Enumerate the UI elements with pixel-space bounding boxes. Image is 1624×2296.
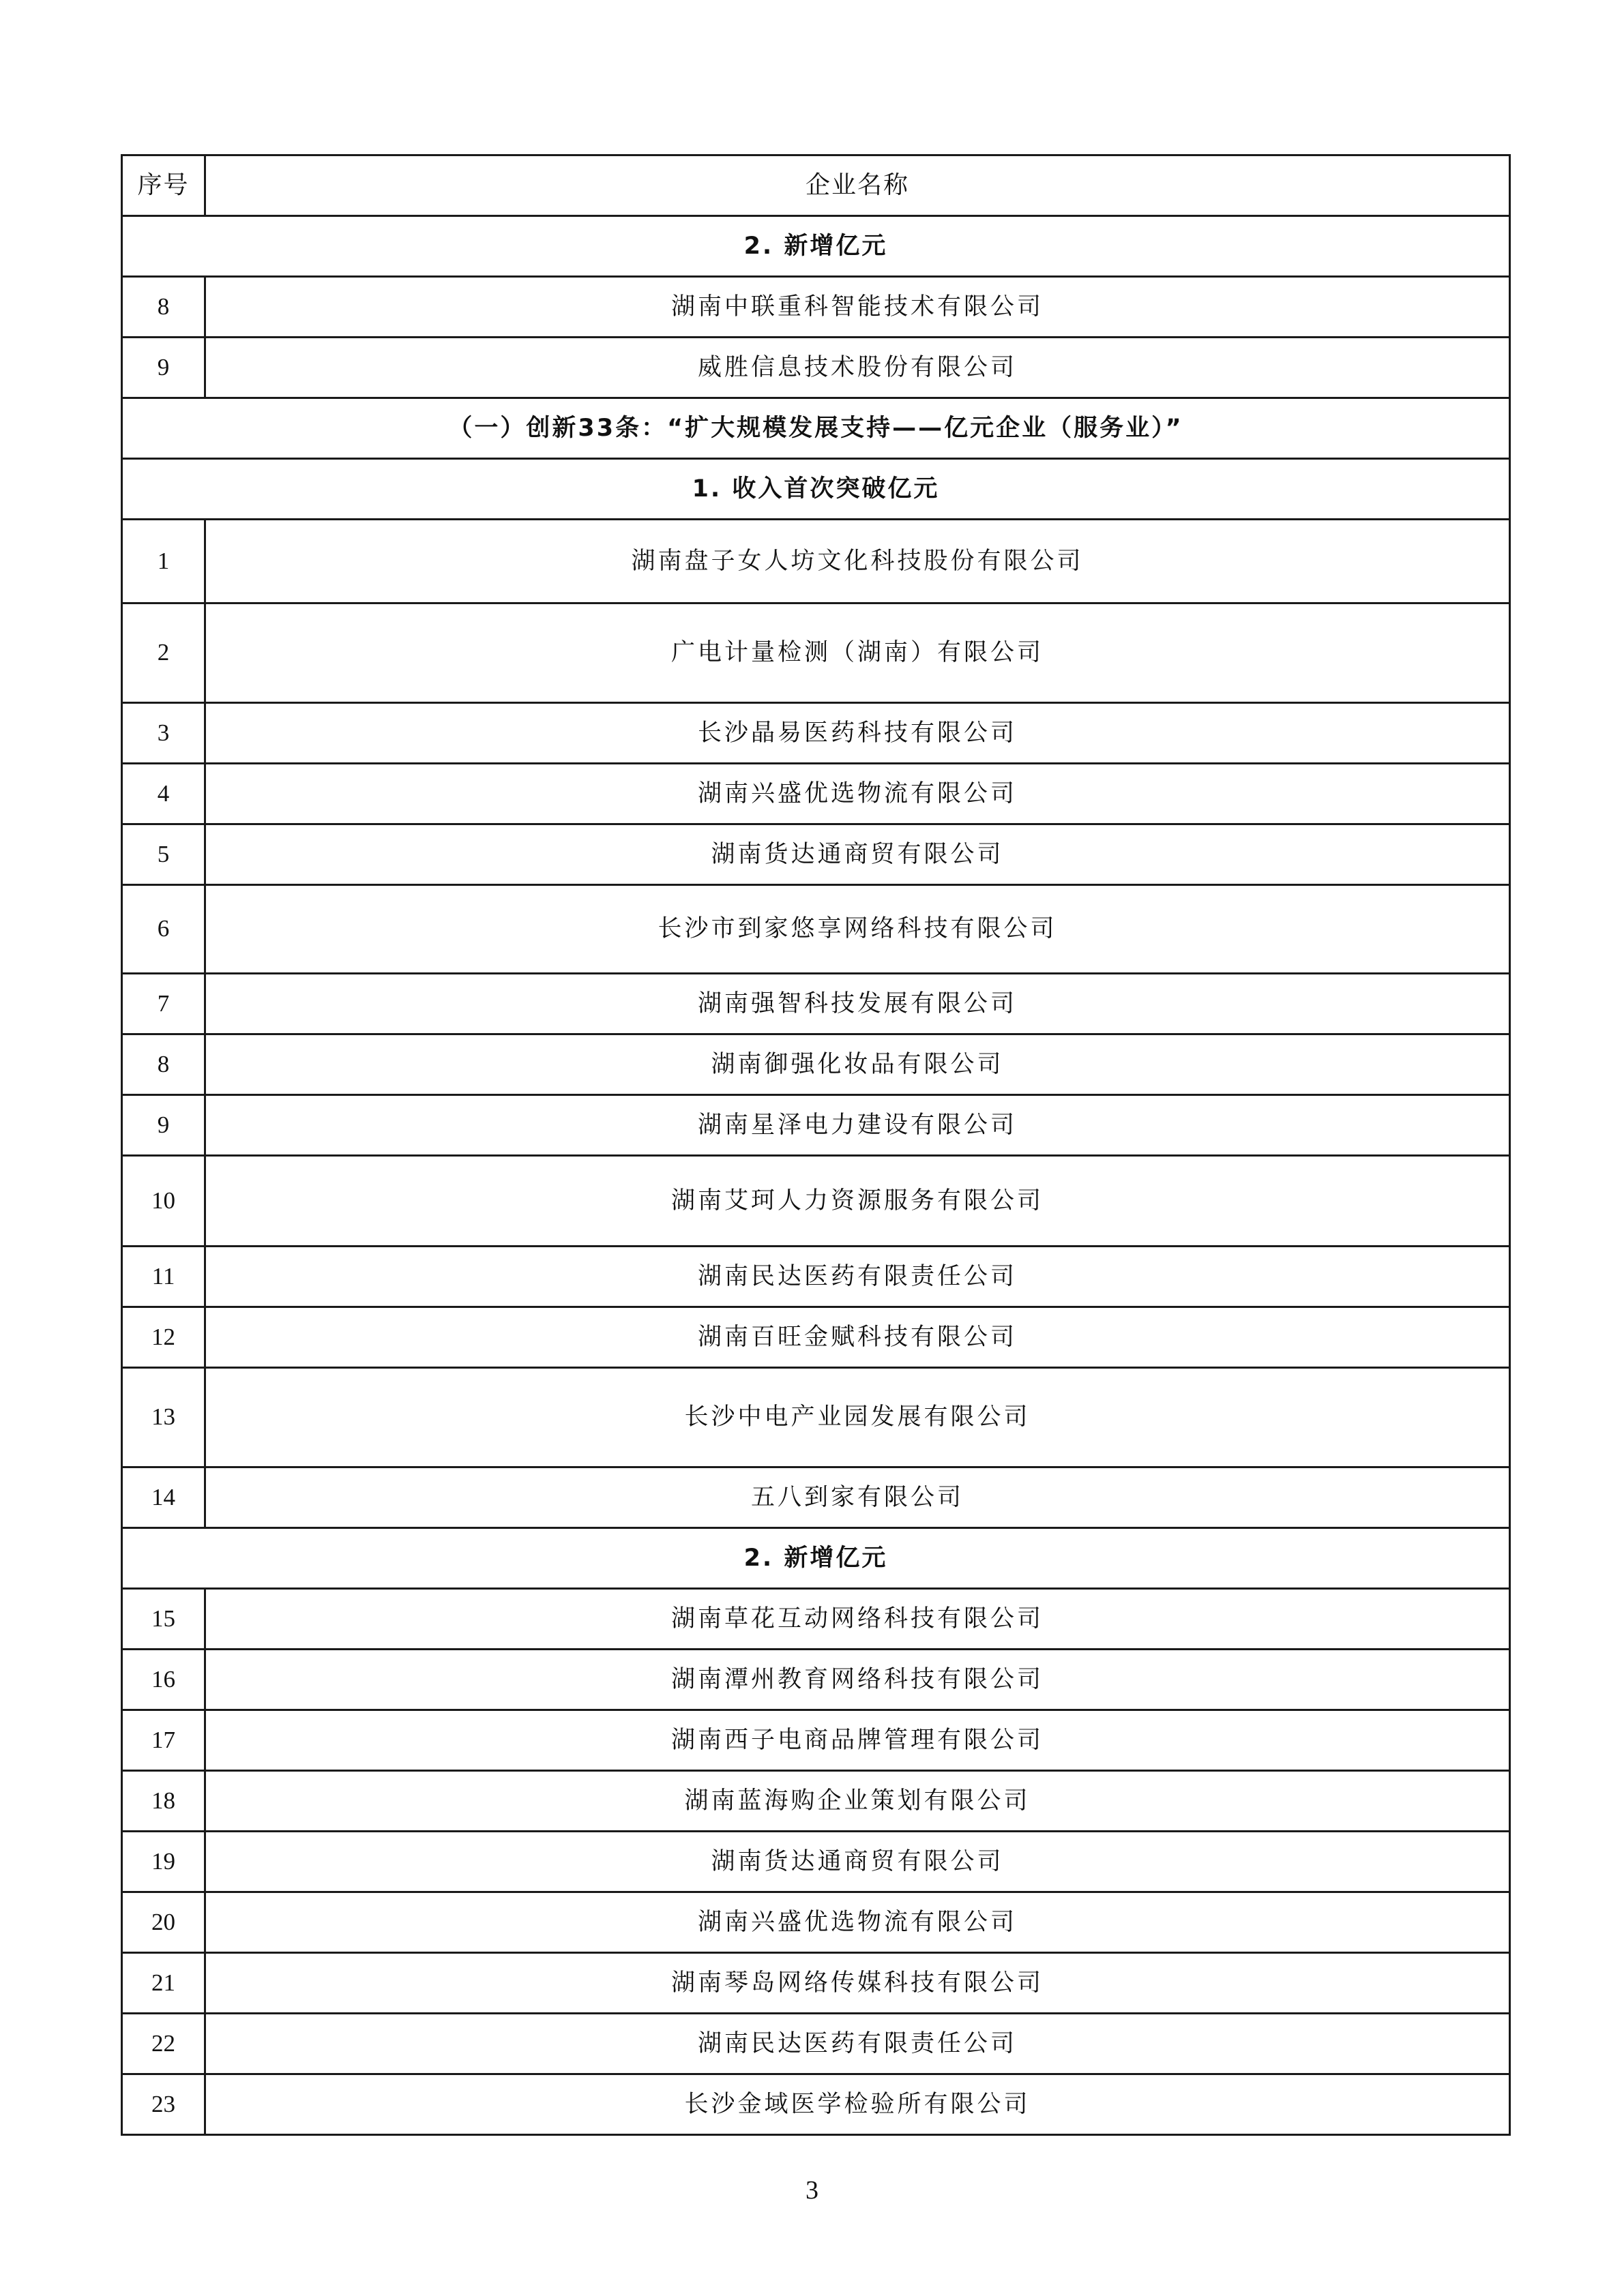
company-name: 长沙中电产业园发展有限公司 — [205, 1368, 1510, 1467]
row-index: 11 — [122, 1247, 205, 1307]
company-name: 威胜信息技术股份有限公司 — [205, 338, 1510, 398]
section-title: 2. 新增亿元 — [122, 216, 1510, 277]
row-index: 19 — [122, 1832, 205, 1892]
table-body — [122, 155, 1510, 2135]
section-title: 2. 新增亿元 — [122, 1528, 1510, 1589]
table-row — [122, 1771, 1510, 1832]
company-name: 湖南琴岛网络传媒科技有限公司 — [205, 1953, 1510, 2014]
table-row — [122, 277, 1510, 338]
table-row — [122, 603, 1510, 703]
table-row — [122, 1156, 1510, 1247]
row-index: 6 — [122, 885, 205, 974]
table-row — [122, 1247, 1510, 1307]
company-name: 长沙晶易医药科技有限公司 — [205, 703, 1510, 764]
row-index: 15 — [122, 1589, 205, 1650]
column-header-index: 序号 — [122, 155, 205, 216]
table-header-row — [122, 155, 1510, 216]
company-name: 湖南货达通商贸有限公司 — [205, 824, 1510, 885]
table-row — [122, 1368, 1510, 1467]
row-index: 1 — [122, 520, 205, 603]
row-index: 8 — [122, 1034, 205, 1095]
row-index: 3 — [122, 703, 205, 764]
column-header-name: 企业名称 — [205, 155, 1510, 216]
table-row — [122, 1710, 1510, 1771]
company-name: 湖南盘子女人坊文化科技股份有限公司 — [205, 520, 1510, 603]
table-row — [122, 885, 1510, 974]
row-index: 22 — [122, 2014, 205, 2074]
table-row — [122, 1307, 1510, 1368]
section-title: 1. 收入首次突破亿元 — [122, 459, 1510, 520]
section-title: （一）创新33条：“扩大规模发展支持——亿元企业（服务业）” — [122, 398, 1510, 459]
row-index: 17 — [122, 1710, 205, 1771]
table-row — [122, 520, 1510, 603]
page-number: 3 — [806, 2176, 818, 2205]
company-name: 长沙市到家悠享网络科技有限公司 — [205, 885, 1510, 974]
row-index: 14 — [122, 1467, 205, 1528]
table-row — [122, 1892, 1510, 1953]
company-name: 湖南货达通商贸有限公司 — [205, 1832, 1510, 1892]
row-index: 8 — [122, 277, 205, 338]
row-index: 13 — [122, 1368, 205, 1467]
company-name: 湖南艾珂人力资源服务有限公司 — [205, 1156, 1510, 1247]
section-row — [122, 398, 1510, 459]
company-name: 湖南潭州教育网络科技有限公司 — [205, 1650, 1510, 1710]
table-row — [122, 1095, 1510, 1156]
table-row — [122, 1832, 1510, 1892]
company-name: 广电计量检测（湖南）有限公司 — [205, 603, 1510, 703]
row-index: 12 — [122, 1307, 205, 1368]
company-name: 湖南中联重科智能技术有限公司 — [205, 277, 1510, 338]
company-list-table — [121, 154, 1511, 2136]
row-index: 21 — [122, 1953, 205, 2014]
row-index: 5 — [122, 824, 205, 885]
row-index: 23 — [122, 2074, 205, 2135]
row-index: 20 — [122, 1892, 205, 1953]
company-name: 湖南民达医药有限责任公司 — [205, 1247, 1510, 1307]
row-index: 9 — [122, 338, 205, 398]
table-row — [122, 1034, 1510, 1095]
table-row — [122, 824, 1510, 885]
company-name: 湖南御强化妆品有限公司 — [205, 1034, 1510, 1095]
row-index: 16 — [122, 1650, 205, 1710]
company-name: 五八到家有限公司 — [205, 1467, 1510, 1528]
table-row — [122, 2014, 1510, 2074]
company-name: 湖南蓝海购企业策划有限公司 — [205, 1771, 1510, 1832]
company-name: 湖南草花互动网络科技有限公司 — [205, 1589, 1510, 1650]
section-row — [122, 459, 1510, 520]
table-row — [122, 974, 1510, 1034]
section-row — [122, 1528, 1510, 1589]
row-index: 7 — [122, 974, 205, 1034]
table-row — [122, 2074, 1510, 2135]
row-index: 18 — [122, 1771, 205, 1832]
row-index: 9 — [122, 1095, 205, 1156]
company-name: 湖南星泽电力建设有限公司 — [205, 1095, 1510, 1156]
company-name: 湖南兴盛优选物流有限公司 — [205, 1892, 1510, 1953]
table-row — [122, 703, 1510, 764]
company-name: 湖南兴盛优选物流有限公司 — [205, 764, 1510, 824]
company-name: 湖南百旺金赋科技有限公司 — [205, 1307, 1510, 1368]
table-row — [122, 338, 1510, 398]
company-name: 湖南西子电商品牌管理有限公司 — [205, 1710, 1510, 1771]
table-row — [122, 764, 1510, 824]
section-row — [122, 216, 1510, 277]
row-index: 2 — [122, 603, 205, 703]
table-row — [122, 1953, 1510, 2014]
row-index: 10 — [122, 1156, 205, 1247]
company-name: 湖南强智科技发展有限公司 — [205, 974, 1510, 1034]
company-name: 长沙金域医学检验所有限公司 — [205, 2074, 1510, 2135]
company-name: 湖南民达医药有限责任公司 — [205, 2014, 1510, 2074]
row-index: 4 — [122, 764, 205, 824]
table-row — [122, 1589, 1510, 1650]
table-row — [122, 1467, 1510, 1528]
table-row — [122, 1650, 1510, 1710]
